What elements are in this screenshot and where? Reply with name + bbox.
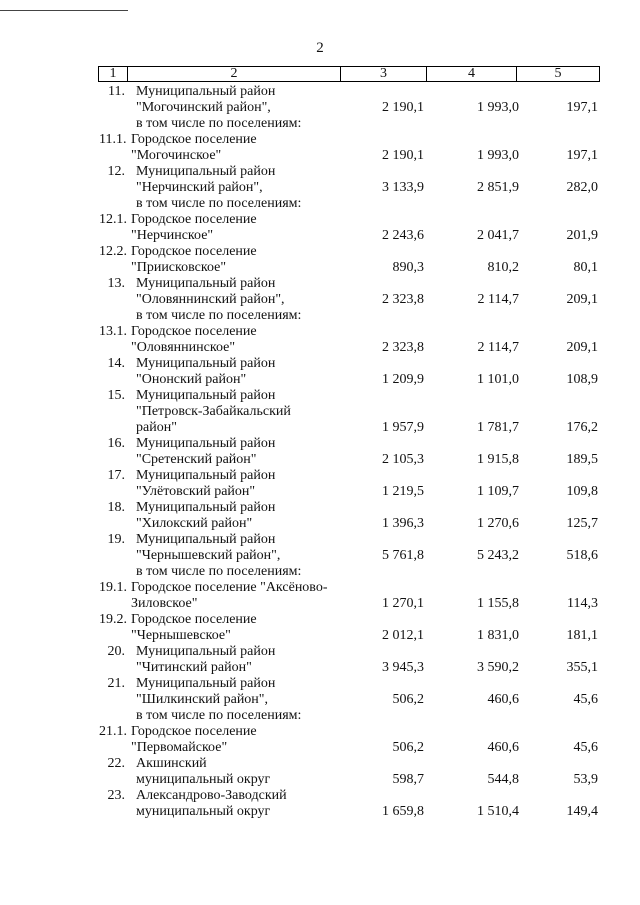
row-value-v5: 45,6 <box>573 692 598 707</box>
page-number: 2 <box>316 40 324 56</box>
row-value-v3: 506,2 <box>392 692 424 707</box>
row-name <box>0 356 640 388</box>
row-name-line: "Чернышевское" <box>131 628 231 643</box>
row-name-line: Городское поселение <box>131 724 257 739</box>
row-number: 13.1. <box>99 324 127 339</box>
row-value-v4: 3 590,2 <box>477 660 519 675</box>
row-value-v3: 3 945,3 <box>382 660 424 675</box>
row-number: 14. <box>107 356 125 371</box>
row-name-line: "Могочинское" <box>131 148 222 163</box>
table-row <box>0 676 640 724</box>
row-number: 20. <box>107 644 125 659</box>
row-number: 22. <box>107 756 125 771</box>
row-value-v4: 2 041,7 <box>477 228 519 243</box>
row-name-line: Муниципальный район <box>136 500 276 515</box>
row-value-v5: 108,9 <box>566 372 598 387</box>
table-row <box>0 356 640 388</box>
row-value-v3: 1 209,9 <box>382 372 424 387</box>
row-number: 18. <box>107 500 125 515</box>
row-value-v3: 2 243,6 <box>382 228 424 243</box>
row-value-v4: 1 993,0 <box>477 100 519 115</box>
row-name-line: "Оловяннинское" <box>131 340 236 355</box>
row-value-v5: 197,1 <box>566 100 598 115</box>
row-name-line: Зиловское" <box>131 596 198 611</box>
row-number: 11.1. <box>99 132 127 147</box>
row-number: 19.2. <box>99 612 127 627</box>
table-row <box>0 468 640 500</box>
row-name <box>0 724 640 756</box>
row-name-line: "Чернышевский район", <box>136 548 281 563</box>
row-name-line: "Приисковское" <box>131 260 227 275</box>
row-number: 21. <box>107 676 125 691</box>
row-value-v4: 5 243,2 <box>477 548 519 563</box>
row-number: 16. <box>107 436 125 451</box>
row-value-v4: 1 915,8 <box>477 452 519 467</box>
row-value-v5: 125,7 <box>566 516 598 531</box>
column-header: 1 <box>99 67 128 81</box>
row-name-line: "Улётовский район" <box>136 484 256 499</box>
column-header-row <box>98 66 600 82</box>
row-name-line: в том числе по поселениям: <box>136 116 302 131</box>
row-name-line: Муниципальный район <box>136 164 276 179</box>
row-value-v4: 1 155,8 <box>477 596 519 611</box>
row-value-v5: 355,1 <box>566 660 598 675</box>
row-name-line: "Ононский район" <box>136 372 247 387</box>
table-row <box>0 212 640 244</box>
row-value-v5: 209,1 <box>566 292 598 307</box>
table-row <box>0 132 640 164</box>
table-body <box>0 84 640 820</box>
row-name-line: "Оловяннинский район", <box>136 292 285 307</box>
row-name-line: "Хилокский район" <box>136 516 253 531</box>
row-value-v4: 1 781,7 <box>477 420 519 435</box>
row-name-line: "Нерчинское" <box>131 228 214 243</box>
row-name-line: "Нерчинский район", <box>136 180 263 195</box>
row-value-v3: 2 190,1 <box>382 100 424 115</box>
table-row <box>0 84 640 132</box>
row-value-v4: 1 270,6 <box>477 516 519 531</box>
row-value-v5: 181,1 <box>566 628 598 643</box>
row-value-v3: 2 012,1 <box>382 628 424 643</box>
row-number: 21.1. <box>99 724 127 739</box>
row-name-line: Муниципальный район <box>136 436 276 451</box>
row-number: 15. <box>107 388 125 403</box>
row-name-line: Муниципальный район <box>136 84 276 99</box>
row-name-line: Муниципальный район <box>136 356 276 371</box>
row-value-v4: 810,2 <box>487 260 519 275</box>
table-row <box>0 580 640 612</box>
row-value-v4: 2 851,9 <box>477 180 519 195</box>
row-number: 13. <box>107 276 125 291</box>
row-name-line: в том числе по поселениям: <box>136 564 302 579</box>
row-name-line: "Сретенский район" <box>136 452 257 467</box>
row-value-v4: 1 993,0 <box>477 148 519 163</box>
row-name-line: Муниципальный район <box>136 644 276 659</box>
row-name-line: Городское поселение "Аксёново- <box>131 580 328 595</box>
row-name-line: Муниципальный район <box>136 532 276 547</box>
table-row <box>0 724 640 756</box>
row-name <box>0 676 640 724</box>
row-value-v4: 1 510,4 <box>477 804 519 819</box>
row-value-v4: 1 109,7 <box>477 484 519 499</box>
row-name <box>0 500 640 532</box>
row-value-v3: 1 659,8 <box>382 804 424 819</box>
table-row <box>0 788 640 820</box>
row-value-v5: 109,8 <box>566 484 598 499</box>
row-value-v3: 3 133,9 <box>382 180 424 195</box>
row-value-v5: 201,9 <box>566 228 598 243</box>
row-value-v5: 80,1 <box>573 260 598 275</box>
table-row <box>0 756 640 788</box>
column-header: 5 <box>554 66 562 81</box>
row-number: 11. <box>108 84 125 99</box>
row-name-line: Городское поселение <box>131 212 257 227</box>
row-name <box>0 84 640 132</box>
row-value-v5: 189,5 <box>566 452 598 467</box>
row-value-v3: 1 270,1 <box>382 596 424 611</box>
row-value-v4: 1 101,0 <box>477 372 519 387</box>
table-row <box>0 244 640 276</box>
row-value-v3: 2 190,1 <box>382 148 424 163</box>
row-name-line: в том числе по поселениям: <box>136 308 302 323</box>
row-value-v3: 5 761,8 <box>382 548 424 563</box>
row-value-v4: 2 114,7 <box>477 292 519 307</box>
row-value-v5: 197,1 <box>566 148 598 163</box>
row-name-line: "Читинский район" <box>136 660 252 675</box>
row-value-v3: 1 957,9 <box>382 420 424 435</box>
row-name <box>0 388 640 436</box>
row-name <box>0 164 640 212</box>
row-value-v3: 2 323,8 <box>382 340 424 355</box>
row-value-v5: 149,4 <box>566 804 598 819</box>
row-value-v3: 1 219,5 <box>382 484 424 499</box>
row-name-line: Городское поселение <box>131 324 257 339</box>
row-name-line: в том числе по поселениям: <box>136 196 302 211</box>
row-name-line: Муниципальный район <box>136 676 276 691</box>
row-value-v3: 1 396,3 <box>382 516 424 531</box>
row-name-line: в том числе по поселениям: <box>136 708 302 723</box>
row-name <box>0 468 640 500</box>
row-name-line: Акшинский <box>136 756 207 771</box>
table-row <box>0 164 640 212</box>
row-name-line: Александрово-Заводский <box>136 788 287 803</box>
row-name-line: Муниципальный район <box>136 276 276 291</box>
column-header: 2 <box>128 67 341 81</box>
row-number: 17. <box>107 468 125 483</box>
row-name-line: Муниципальный район <box>136 388 276 403</box>
row-name <box>0 276 640 324</box>
row-name <box>0 612 640 644</box>
row-value-v4: 2 114,7 <box>477 340 519 355</box>
row-name <box>0 788 640 820</box>
row-number: 12.2. <box>99 244 127 259</box>
row-value-v5: 176,2 <box>566 420 598 435</box>
table-row <box>0 276 640 324</box>
table-row <box>0 532 640 580</box>
row-name <box>0 436 640 468</box>
row-name-line: "Шилкинский район", <box>136 692 269 707</box>
row-name <box>0 756 640 788</box>
row-name-line: "Могочинский район", <box>136 100 271 115</box>
row-value-v4: 460,6 <box>487 740 519 755</box>
row-value-v4: 544,8 <box>487 772 519 787</box>
table-row <box>0 612 640 644</box>
row-name <box>0 324 640 356</box>
row-name <box>0 580 640 612</box>
table-row <box>0 500 640 532</box>
row-name-line: район" <box>136 420 177 435</box>
row-name <box>0 244 640 276</box>
row-name <box>0 212 640 244</box>
row-value-v3: 598,7 <box>392 772 424 787</box>
row-number: 19.1. <box>99 580 127 595</box>
column-header: 3 <box>341 67 427 81</box>
row-value-v4: 1 831,0 <box>477 628 519 643</box>
row-value-v3: 890,3 <box>392 260 424 275</box>
row-name-line: Городское поселение <box>131 132 257 147</box>
row-name <box>0 132 640 164</box>
row-name-line: Муниципальный район <box>136 468 276 483</box>
row-name-line: "Петровск-Забайкальский <box>136 404 291 419</box>
row-number: 23. <box>107 788 125 803</box>
top-left-rule <box>0 10 128 11</box>
row-name-line: Городское поселение <box>131 244 257 259</box>
row-value-v4: 460,6 <box>487 692 519 707</box>
row-value-v3: 2 105,3 <box>382 452 424 467</box>
row-value-v5: 282,0 <box>566 180 598 195</box>
row-value-v5: 209,1 <box>566 340 598 355</box>
row-number: 12.1. <box>99 212 127 227</box>
row-name <box>0 644 640 676</box>
column-header: 4 <box>427 67 517 81</box>
row-value-v5: 114,3 <box>567 596 598 611</box>
row-name-line: Городское поселение <box>131 612 257 627</box>
row-name-line: муниципальный округ <box>136 772 271 787</box>
table-row <box>0 324 640 356</box>
row-name-line: муниципальный округ <box>136 804 271 819</box>
row-name-line: "Первомайское" <box>131 740 228 755</box>
table-row <box>0 388 640 436</box>
row-value-v5: 518,6 <box>566 548 598 563</box>
row-value-v3: 2 323,8 <box>382 292 424 307</box>
table-row <box>0 644 640 676</box>
row-number: 12. <box>107 164 125 179</box>
row-name <box>0 532 640 580</box>
table-row <box>0 436 640 468</box>
row-value-v3: 506,2 <box>392 740 424 755</box>
row-value-v5: 45,6 <box>573 740 598 755</box>
row-number: 19. <box>107 532 125 547</box>
row-value-v5: 53,9 <box>573 772 598 787</box>
